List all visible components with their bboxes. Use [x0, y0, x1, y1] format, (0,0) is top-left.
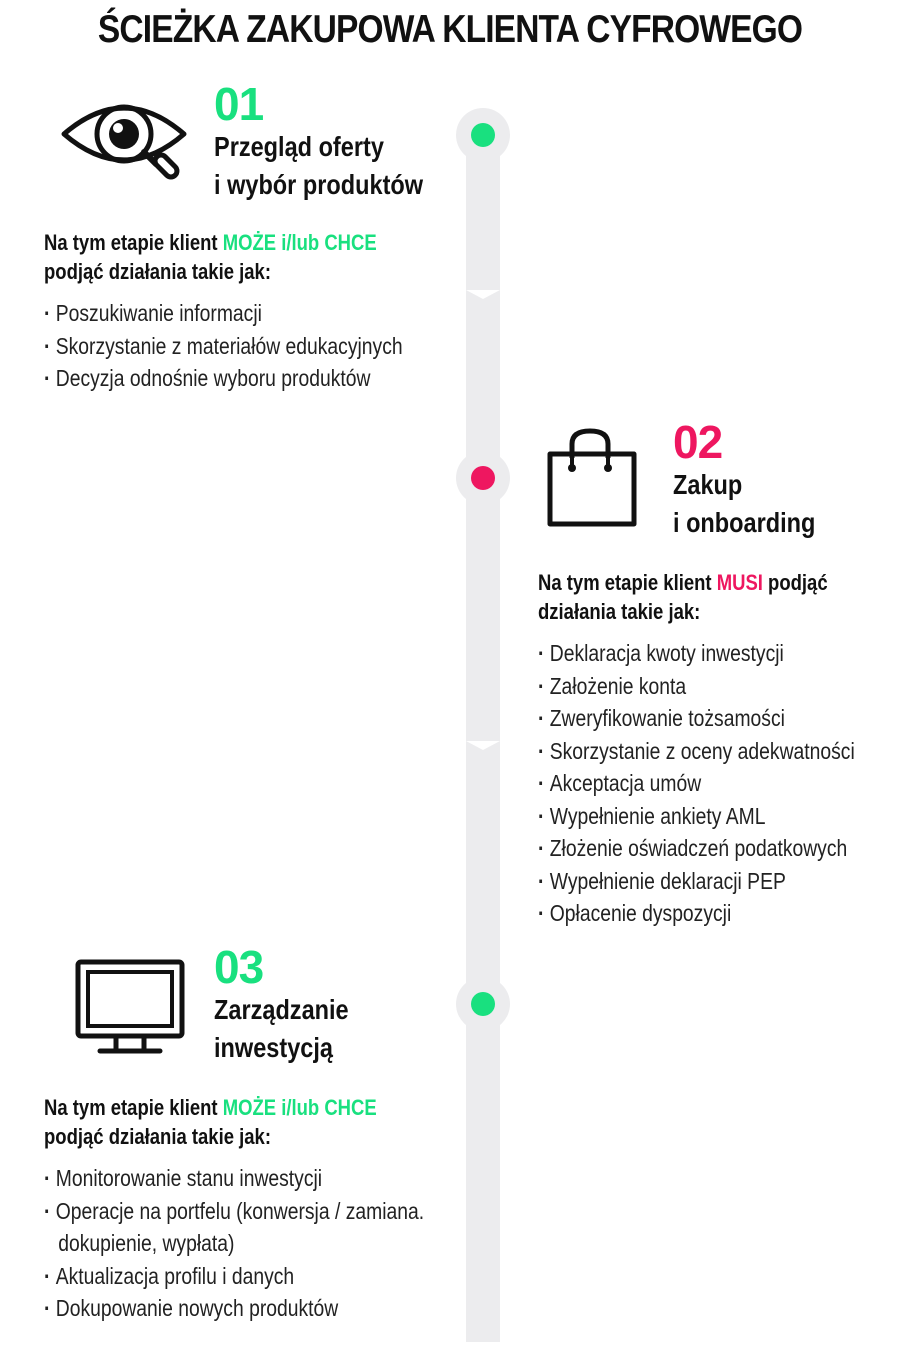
step-2-title-line-1: Zakup — [673, 469, 743, 500]
step-3-intro-highlight: MOŻE i/lub CHCE — [222, 1095, 377, 1120]
timeline-dot-2 — [471, 466, 495, 490]
timeline-notch — [466, 741, 500, 750]
step-2-intro-text: Na tym etapie klient — [538, 570, 717, 595]
list-item: · Złożenie oświadczeń podatkowych — [538, 832, 855, 865]
step-2-intro-highlight: MUSI — [716, 570, 763, 595]
list-item: · Wypełnienie deklaracji PEP — [538, 865, 855, 898]
list-item: · Wypełnienie ankiety AML — [538, 800, 855, 833]
page-title: ŚCIEŻKA ZAKUPOWA KLIENTA CYFROWEGO — [97, 8, 803, 51]
list-item: · Operacje na portfelu (konwersja / zamiana. — [44, 1195, 424, 1228]
step-1-intro — [44, 228, 377, 286]
step-1-intro-highlight: MOŻE i/lub CHCE — [222, 230, 377, 255]
step-2-list — [538, 637, 855, 930]
step-3-title-line-1: Zarządzanie — [214, 994, 349, 1025]
list-item: · Poszukiwanie informacji — [44, 297, 403, 330]
list-item: · Deklaracja kwoty inwestycji — [538, 637, 855, 670]
eye-magnifier-icon — [60, 90, 190, 190]
list-item: · Decyzja odnośnie wyboru produktów — [44, 362, 403, 395]
timeline-notch — [466, 290, 500, 299]
step-3-number: 03 — [214, 941, 264, 993]
step-1-intro-text: Na tym etapie klient — [44, 230, 223, 255]
shopping-bag-icon — [542, 428, 642, 530]
list-item: · Skorzystanie z oceny adekwatności — [538, 735, 855, 768]
timeline-dot-1 — [471, 123, 495, 147]
step-3-list — [44, 1162, 424, 1325]
list-item: · Monitorowanie stanu inwestycji — [44, 1162, 424, 1195]
step-1-title — [214, 128, 423, 204]
list-item: · Aktualizacja profilu i danych — [44, 1260, 424, 1293]
timeline-node-1 — [456, 108, 510, 162]
step-2-number: 02 — [673, 416, 723, 468]
step-1-title-line-2: i wybór produktów — [214, 169, 424, 200]
step-3-title — [214, 991, 349, 1067]
step-1-number: 01 — [214, 78, 264, 130]
step-3-intro-line-2: podjąć działania takie jak: — [44, 1124, 271, 1149]
timeline-dot-3 — [471, 992, 495, 1016]
step-3-title-line-2: inwestycją — [214, 1032, 333, 1063]
step-1-intro-line-2: podjąć działania takie jak: — [44, 259, 271, 284]
list-item: · Założenie konta — [538, 670, 855, 703]
step-3-intro — [44, 1093, 377, 1151]
list-item: · Dokupowanie nowych produktów — [44, 1292, 424, 1325]
list-item: · Akceptacja umów — [538, 767, 855, 800]
list-item-continuation: dokupienie, wypłata) — [58, 1230, 235, 1256]
list-item: · Skorzystanie z materiałów edukacyjnych — [44, 330, 403, 363]
step-2-intro — [538, 568, 828, 626]
timeline-node-2 — [456, 451, 510, 505]
timeline-node-3 — [456, 977, 510, 1031]
list-item: · Opłacenie dyspozycji — [538, 897, 855, 930]
step-2-title — [673, 466, 815, 542]
list-item: · Zweryfikowanie tożsamości — [538, 702, 855, 735]
step-3-intro-text: Na tym etapie klient — [44, 1095, 223, 1120]
step-2-intro-line-2: działania takie jak: — [538, 599, 701, 624]
timeline-track — [466, 132, 500, 1342]
step-1-list — [44, 297, 403, 395]
step-2-title-line-2: i onboarding — [673, 507, 816, 538]
monitor-icon — [74, 958, 186, 1056]
step-1-title-line-1: Przegląd oferty — [214, 131, 384, 162]
step-2-intro-after: podjąć — [762, 570, 828, 595]
